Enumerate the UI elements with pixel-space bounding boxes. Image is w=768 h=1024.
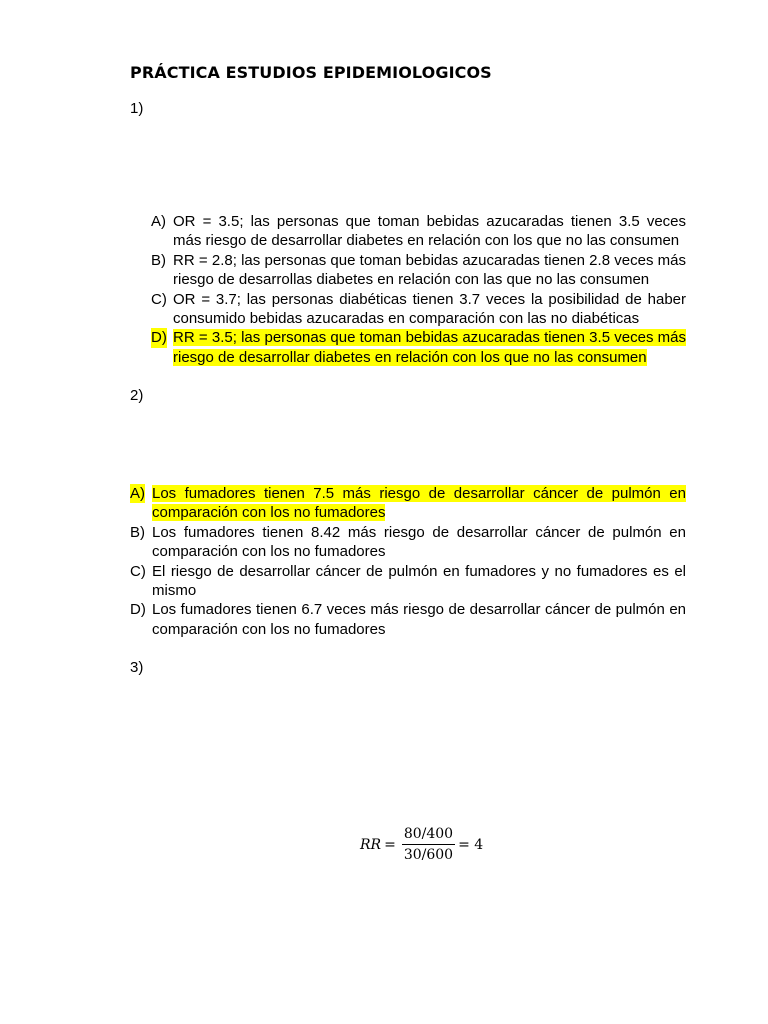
option-text: RR = 2.8; las personas que toman bebidas azucaradas tienen 2.8 veces más riesgo de desarrollas diabetes en relación con las que no las consumen xyxy=(173,251,686,289)
rr-formula xyxy=(360,826,483,863)
option-text: El riesgo de desarrollar cáncer de pulmón en fumadores y no fumadores es el mismo xyxy=(152,562,686,600)
question-2-options xyxy=(130,484,686,639)
question-number-2: 2) xyxy=(130,387,144,404)
option-letter: B) xyxy=(130,523,145,541)
option-text: OR = 3.5; las personas que toman bebidas azucaradas tienen 3.5 veces más riesgo de desarrollar diabetes en relación con los que no las consumen xyxy=(173,213,686,250)
option-letter: D) xyxy=(130,601,146,619)
option-text: Los fumadores tienen 7.5 más riesgo de desarrollar cáncer de pulmón en comparación con los no fumadores xyxy=(152,485,686,522)
question-1-option-b xyxy=(151,251,686,290)
formula-fraction xyxy=(402,826,455,863)
option-text: RR = 3.5; las personas que toman bebidas azucaradas tienen 3.5 veces más riesgo de desarrollar diabetes en relación con los que no las consumen xyxy=(173,329,686,366)
question-2-option-b xyxy=(130,523,686,562)
option-letter: C) xyxy=(130,562,146,580)
question-1-option-d xyxy=(151,328,686,367)
formula-result: = 4 xyxy=(458,836,484,853)
option-letter: A) xyxy=(151,213,166,230)
formula-numerator: 80/400 xyxy=(402,826,455,845)
question-2-option-d xyxy=(130,600,686,639)
question-2-option-a xyxy=(130,484,686,523)
option-letter: C) xyxy=(151,290,167,308)
option-letter: A) xyxy=(130,485,145,502)
question-number-1: 1) xyxy=(130,100,144,117)
formula-equals: = xyxy=(384,836,396,853)
formula-denominator: 30/600 xyxy=(403,847,454,863)
question-1-option-a xyxy=(151,212,686,251)
formula-lhs: RR xyxy=(360,836,382,853)
question-2-option-c xyxy=(130,562,686,601)
option-text: Los fumadores tienen 8.42 más riesgo de desarrollar cáncer de pulmón en comparación con los no fumadores xyxy=(152,523,686,561)
question-1-option-c xyxy=(151,290,686,329)
option-letter: D) xyxy=(151,329,167,347)
document-title: PRÁCTICA ESTUDIOS EPIDEMIOLOGICOS xyxy=(130,63,492,82)
option-letter: B) xyxy=(151,251,166,269)
question-1-options xyxy=(151,212,686,367)
option-text: OR = 3.7; las personas diabéticas tienen 3.7 veces la posibilidad de haber consumido bebidas azucaradas en comparación con las no diabéticas xyxy=(173,290,686,328)
option-text: Los fumadores tienen 6.7 veces más riesgo de desarrollar cáncer de pulmón en comparación con los no fumadores xyxy=(152,601,686,638)
question-number-3: 3) xyxy=(130,659,144,676)
